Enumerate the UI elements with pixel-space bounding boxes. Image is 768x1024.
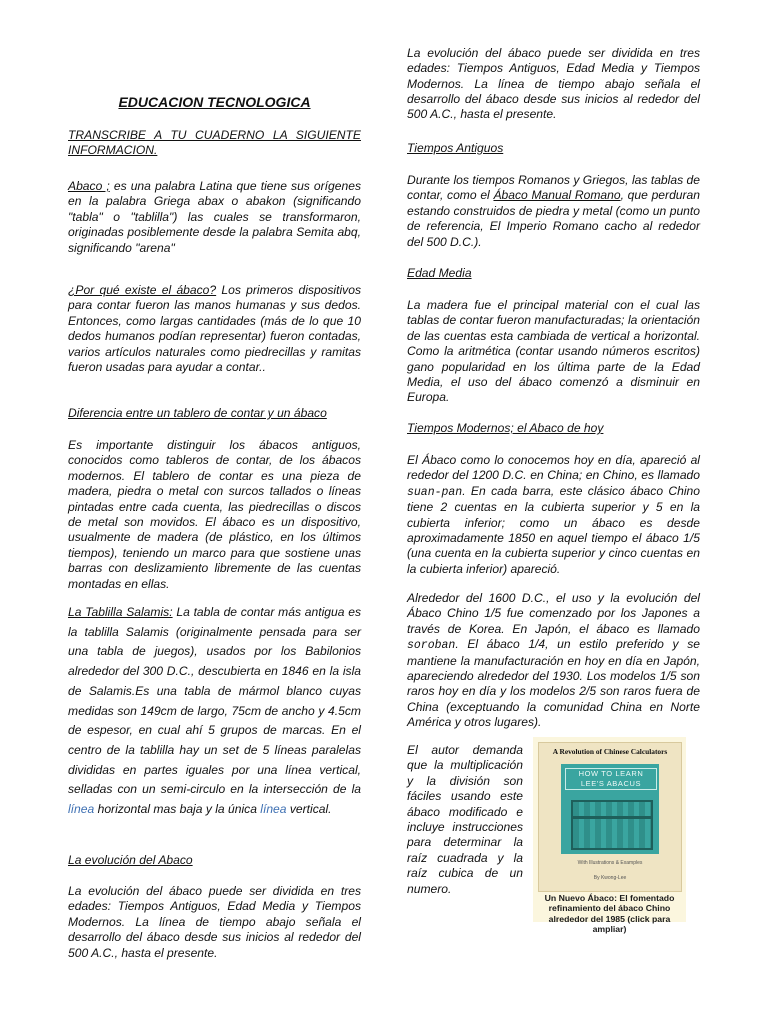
book-cover-image[interactable] [538, 742, 682, 892]
abacus-icon [571, 800, 653, 850]
soroban-term: soroban [407, 639, 456, 653]
instruction-text: TRANSCRIBE A TU CUADERNO LA SIGUIENTE INFORMACION. [68, 128, 361, 158]
modernos-paragraph [407, 453, 700, 577]
figure-caption[interactable]: Un Nuevo Ábaco: El fomentado refinamiento del ábaco Chino alrededor del 1985 (click para ampliar) [544, 893, 675, 934]
salamis-text-b: horizontal mas baja y la única [94, 802, 261, 817]
porque-question: ¿Por qué existe el ábaco? [68, 283, 217, 297]
cover-author: By Kwong-Lee [593, 875, 627, 881]
salamis-text-c: vertical. [286, 802, 332, 817]
linea-link-1[interactable]: línea [68, 802, 95, 817]
page-title: EDUCACION TECNOLOGICA [118, 94, 311, 110]
modernos-text-a: El Ábaco como lo conocemos hoy en día, apareció al rededor del 1200 D.C. en China; en Chino, es llamado [407, 453, 700, 483]
media-text: La madera fue el principal material con el cual las tablas de contar fueron manufacturadas; la orientación de las cuentas esta cambiada de vertical a horizontal. Como la aritmética (contar usando números escritos) gano popularidad en los última parte de la Edad Media, el uso del ábaco comenzó a disminuir en Europa. [407, 298, 700, 405]
book-figure[interactable] [533, 737, 686, 934]
salamis-text-a: La tabla de contar más antigua es la tablilla Salamis (originalmente pensada para ser una tabla de juegos), usados por los Babilonios alrededor del 300 D.C., descubierta en 1846 en la isla de Salamis.Es una tabla de mármol blanco cuyas medidas son 149cm de largo, 75cm de ancho y 4.5cm de espesor, en cual ahí 5 grupos de marcas. En el centro de la tablilla hay un set de 5 líneas paralelas divididas en partes iguales por una línea vertical, selladas con un semi-circulo en la intersección de la [68, 605, 362, 797]
abaco-text: es una palabra Latina que tiene sus orígenes en la palabra Griega abax o abakon (significando "tabla" o "tablilla") las cuales se transformaron, originadas posiblemente desde la palabra Semita abq, significando "arena" [68, 179, 361, 255]
japon-paragraph [407, 591, 700, 731]
porque-text: Los primeros dispositivos para contar fueron las manos humanas y sus dedos. Entonces, como largas cantidades (más de lo que 10 dedos humanos podían representar) fueron contadas, varios artículos naturales como piedrecillas y ramitas fueron usadas para ayudar a contar.. [68, 283, 361, 375]
diferencia-text: Es importante distinguir los ábacos antiguos, conocidos como tableros de contar, de los ábacos modernos. El tablero de contar es una pieza de madera, piedra o metal con surcos tallados o líneas pintadas entre cada cuenta, las piedrecillas o discos de metal son movidos. El ábaco es un dispositivo, usualmente de madera (de plástico, en los últimos tiempos), teniendo un marco para que sostiene unas barras con deslizamiento libremente de las cuentas montadas en ellas. [68, 438, 361, 591]
antiguos-text-a: Durante los tiempos Romanos y Griegos, las tablas de contar, como el [407, 173, 700, 203]
cover-title-box [561, 764, 659, 854]
modernos-text-b: . En cada barra, este clásico ábaco Chino tiene 2 cuentas en la cubierta superior y 5 en la cubierta inferior; como un ábaco es desde aproximadamente 1850 en aquel tiempo el ábaco 1/5 (una cuenta en la cubierta superior y cinco cuentas en la cubierta inferior) apareció. [407, 483, 700, 576]
abaco-term: Abaco ; [68, 179, 110, 193]
cover-title: HOW TO LEARN LEE'S ABACUS [565, 768, 657, 790]
antiguos-heading: Tiempos Antiguos [407, 141, 504, 155]
porque-paragraph [68, 283, 361, 375]
antiguos-heading-block [407, 141, 700, 156]
media-paragraph [407, 298, 700, 406]
salamis-heading: La Tablilla Salamis: [68, 605, 173, 619]
abacus-divider [573, 816, 651, 819]
autor-text: El autor demanda que la multiplicación y la división son fáciles usando este ábaco modificado e incluye instrucciones para determinar la raíz cuadrada y la raíz cubica de un numero. [407, 743, 523, 896]
antiguos-text-b: , que perduran estando construidos de piedra y metal (como un punto de referencia, El Imperio Romano cacho al rededor del 500 D.C.). [407, 188, 700, 249]
evolucion-paragraph [68, 884, 361, 960]
evolucion-heading-block [68, 853, 361, 868]
evolucion-continuation [407, 45, 700, 123]
modernos-heading-block [407, 421, 700, 436]
suanpan-term: suan-pan [407, 485, 463, 499]
cover-subtitle: With Illustrations & Examples [577, 860, 643, 866]
antiguos-paragraph [407, 173, 700, 250]
media-heading: Edad Media [407, 266, 472, 280]
cover-top-text: A Revolution of Chinese Calculators [552, 747, 668, 756]
instruction-block [68, 128, 361, 159]
japon-text-b: . El ábaco 1/4, un estilo preferido y se mantiene la manufacturación en hoy en día en Japón, apareciendo alrededor del 1930. Los modelos 1/5 son raros hoy en día y los modelos 2/5 son raros fuera de China (exceptuando la comunidad China en Norte América y otros lugares). [407, 637, 700, 730]
diferencia-heading-block [68, 406, 361, 421]
autor-paragraph [407, 743, 523, 897]
japon-text-a: Alrededor del 1600 D.C., el uso y la evolución del Ábaco Chino 1/5 fue comenzado por los Japones a través de Korea. En Japón, el ábaco es llamado [407, 591, 700, 636]
abaco-paragraph [68, 179, 361, 256]
evolucion-heading: La evolución del Abaco [68, 853, 193, 867]
evolucion-text: La evolución del ábaco puede ser dividida en tres edades: Tiempos Antiguos, Edad Media y Tiempos Modernos. La línea de tiempo abajo señala el desarrollo del ábaco desde sus inicios al rededor del 500 A.C., hasta el presente. [68, 884, 361, 960]
evolucion-text-continued: La evolución del ábaco puede ser dividida en tres edades: Tiempos Antiguos, Edad Media y Tiempos Modernos. La línea de tiempo abajo señala el desarrollo del ábaco desde sus inicios al rededor del 500 A.C., hasta el presente. [407, 45, 700, 122]
linea-link-2[interactable]: línea [260, 802, 287, 817]
diferencia-heading: Diferencia entre un tablero de contar y un ábaco [68, 406, 327, 420]
diferencia-paragraph [68, 438, 361, 592]
abaco-romano-link[interactable]: Ábaco Manual Romano [493, 188, 621, 203]
salamis-paragraph [68, 603, 361, 820]
media-heading-block [407, 266, 700, 281]
modernos-heading: Tiempos Modernos; el Abaco de hoy [407, 421, 604, 435]
